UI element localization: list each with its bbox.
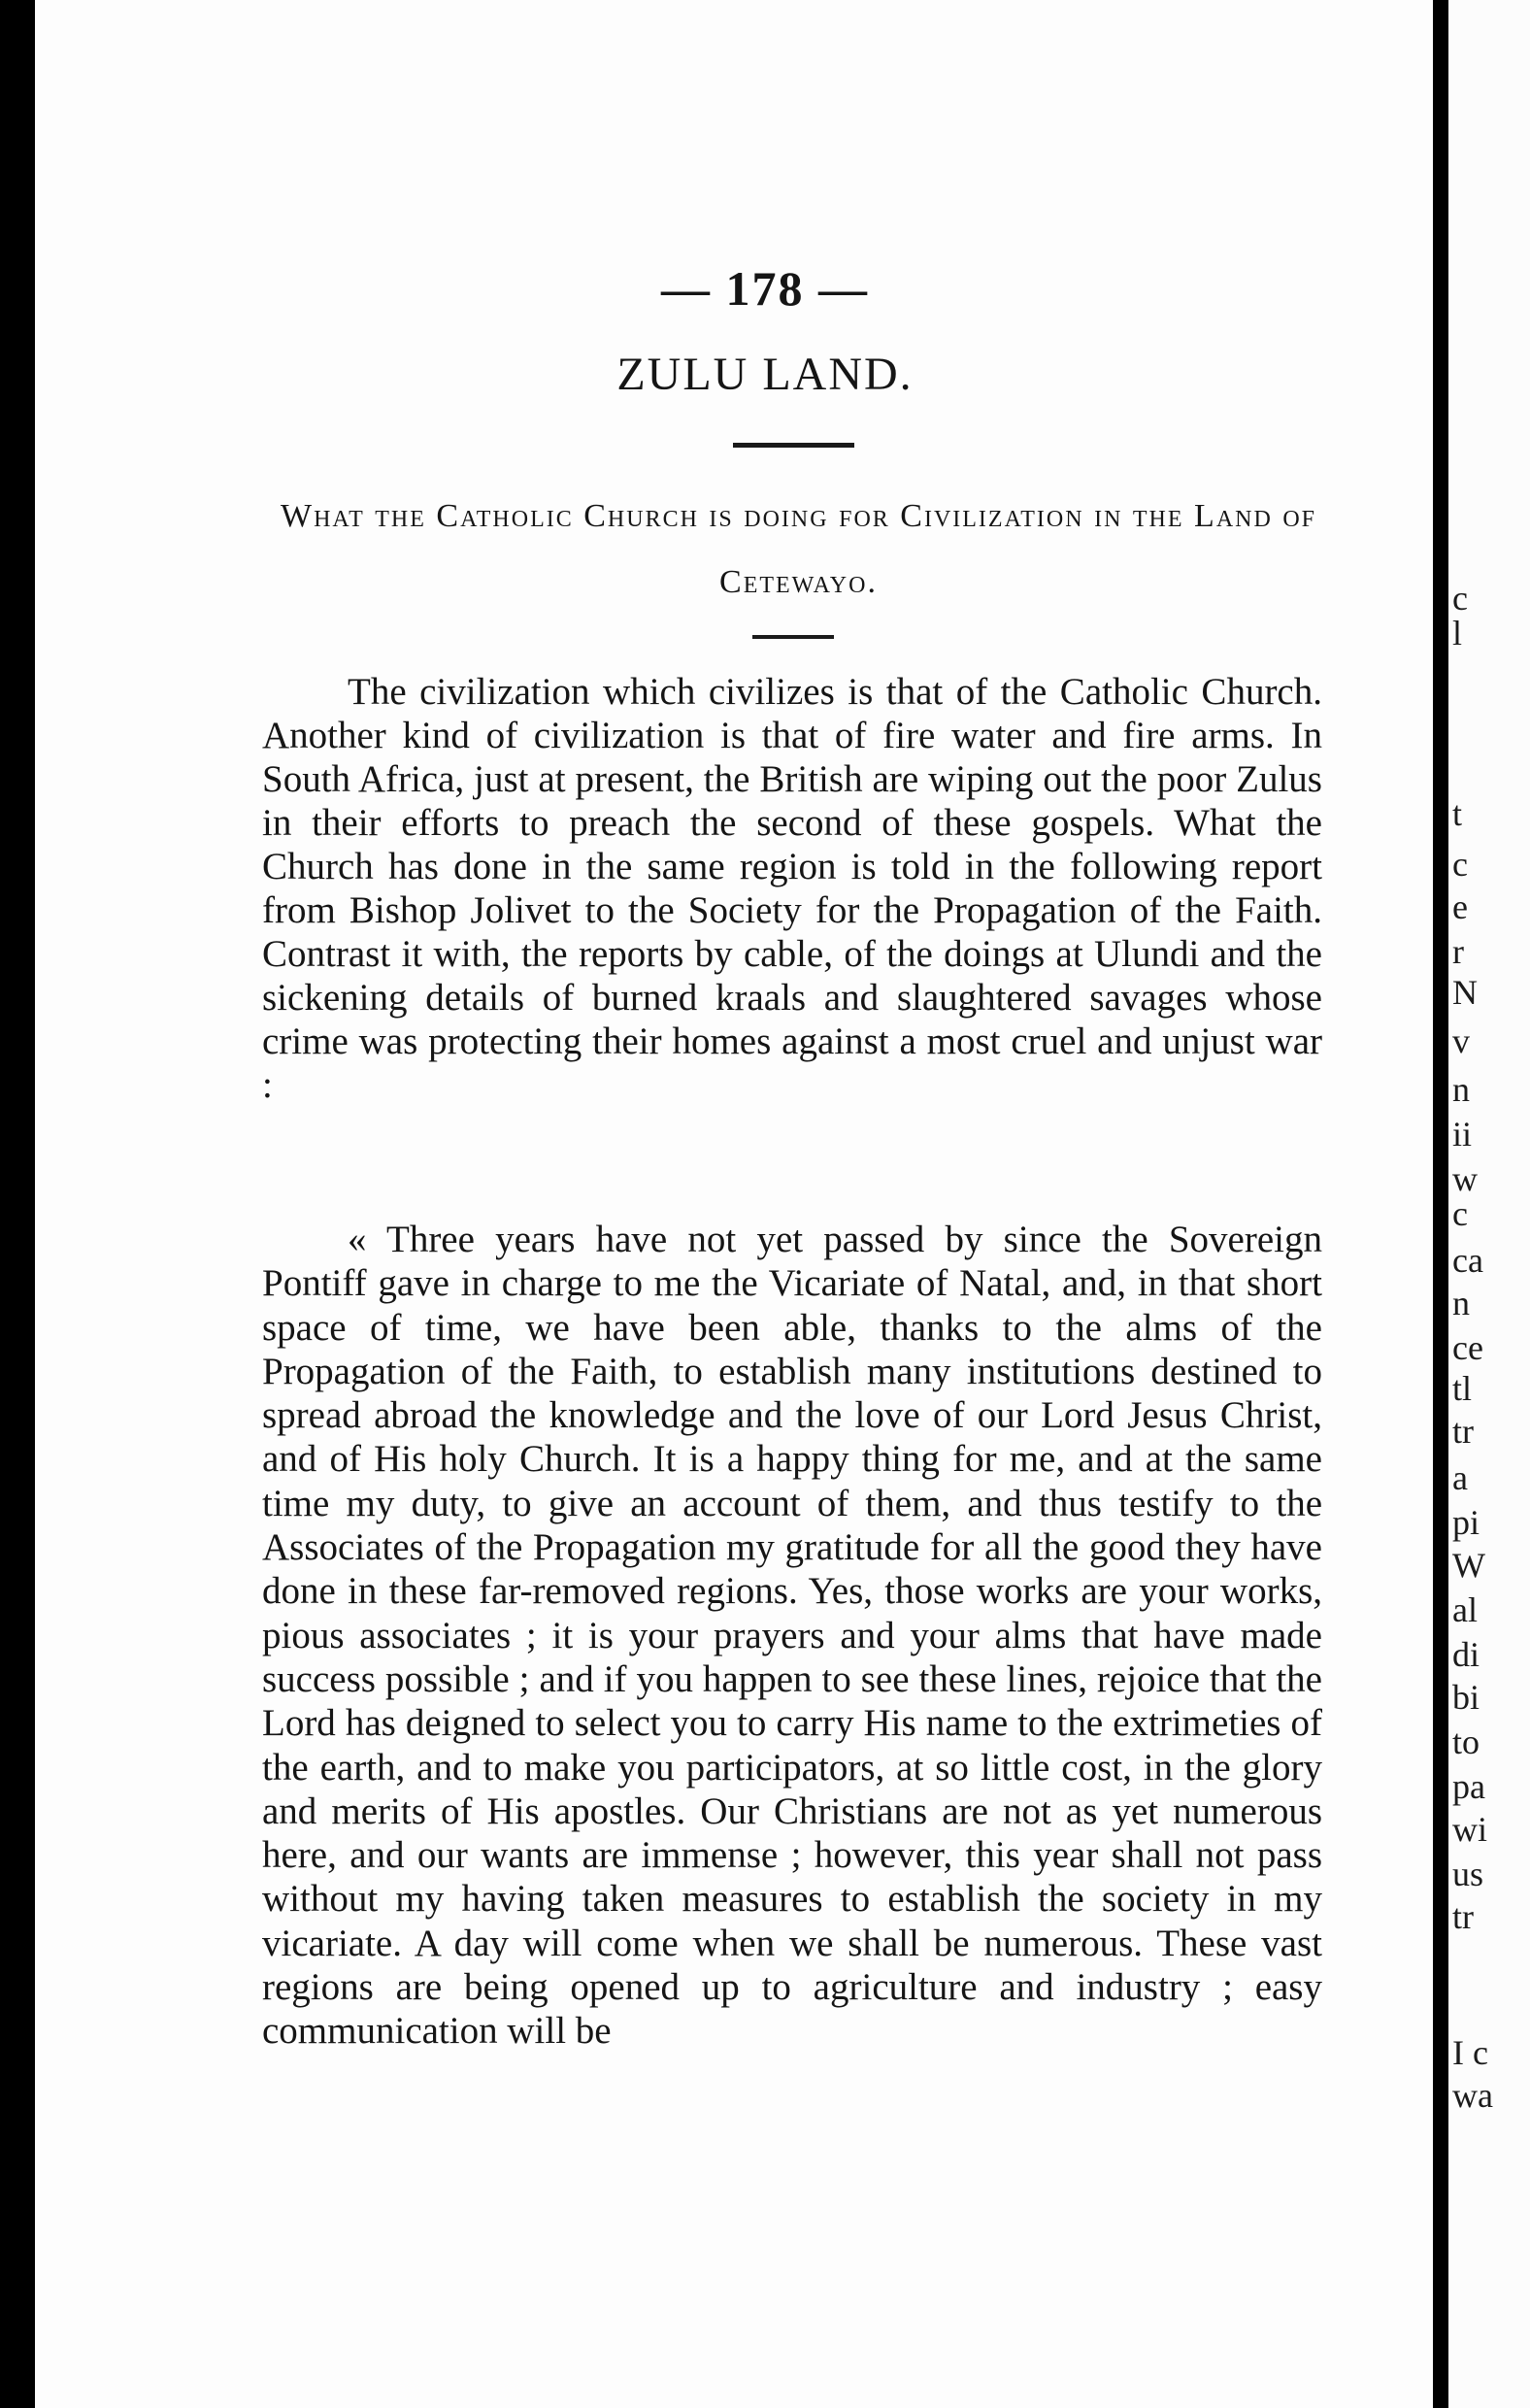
facing-fragment: ca [1452, 1241, 1483, 1280]
facing-fragment: bi [1452, 1678, 1480, 1717]
facing-fragment: I c [1452, 2033, 1488, 2072]
facing-fragment: wi [1452, 1810, 1487, 1849]
facing-fragment: pa [1452, 1767, 1485, 1806]
facing-fragment: a [1452, 1458, 1468, 1497]
facing-fragment: W [1452, 1546, 1485, 1585]
facing-fragment: tl [1452, 1369, 1473, 1408]
subtitle-rule [752, 635, 834, 639]
facing-fragment: N [1452, 973, 1478, 1012]
facing-fragment: ce [1452, 1328, 1483, 1367]
facing-fragment: c [1452, 845, 1468, 884]
facing-fragment: c [1452, 1194, 1468, 1233]
facing-fragment: n [1452, 1284, 1470, 1322]
facing-fragment: t [1452, 794, 1463, 833]
facing-fragment: v [1452, 1021, 1470, 1060]
body-paragraph: « Three years have not yet passed by since the Sovereign Pontiff gave in charge to me the Vicariate of Natal, and, in that short space of time, we have been able, thanks to the alms of the Propagation of the Faith, to establish many institutions destined to spread abroad the knowledge and the love of our Lord Jesus Christ, and of His holy Church. It is a happy thing for me, and at the same time my duty, to give an account of them, and thus testify to the Associates of the Propagation my gratitude for all the good they have done in these far-removed regions. Yes, those works are your works, pious associates ; it is your prayers and your alms that have made success possible ; and if you happen to see these lines, rejoice that the Lord has deigned to select you to carry His name to the extrimeties of the earth, and to make you participators, at so little cost, in the glory and merits of His apostles. Our Christians are not as yet numerous here, and our wants are immense ; however, this year shall not pass without my having taken measures to establish the society in my vicariate. A day will come when we shall be numerous. These vast regions are being opened up to agriculture and industry ; easy communication will be [262, 1219, 1322, 2053]
facing-fragment: l [1452, 614, 1463, 652]
facing-fragment: r [1452, 932, 1464, 971]
body-paragraph: The civilization which civilizes is that of the Catholic Church. Another kind of civilization is that of fire water and fire arms. In South Africa, just at present, the British are wiping out the poor Zulus in their efforts to preach the second of these gospels. What the Church has done in the same region is told in the following report from Bishop Jolivet to the Society for the Propagation of the Faith. Contrast it with, the reports by cable, of the doings at Ulundi and the sickening details of burned kraals and slaughtered savages whose crime was protecting their homes against a most cruel and unjust war : [262, 671, 1322, 1106]
facing-fragment: ii [1452, 1115, 1473, 1154]
facing-fragment: e [1452, 887, 1468, 926]
facing-fragment: pi [1452, 1503, 1480, 1542]
title-rule [733, 443, 854, 448]
facing-fragment: c [1452, 579, 1468, 618]
facing-fragment: w [1452, 1159, 1478, 1198]
facing-fragment: us [1452, 1855, 1484, 1893]
facing-fragment: al [1452, 1590, 1478, 1629]
facing-fragment: tr [1452, 1412, 1474, 1451]
page-number: — 178 — [661, 261, 869, 316]
article-subtitle: What the Catholic Church is doing for Civilization in the Land of Cetewayo. [281, 498, 1316, 600]
facing-fragment: tr [1452, 1897, 1474, 1936]
facing-fragment: di [1452, 1635, 1480, 1674]
facing-fragment: n [1452, 1070, 1470, 1109]
facing-fragment: to [1452, 1722, 1480, 1761]
facing-fragment: wa [1452, 2076, 1493, 2115]
page-title: ZULU LAND. [616, 349, 914, 400]
